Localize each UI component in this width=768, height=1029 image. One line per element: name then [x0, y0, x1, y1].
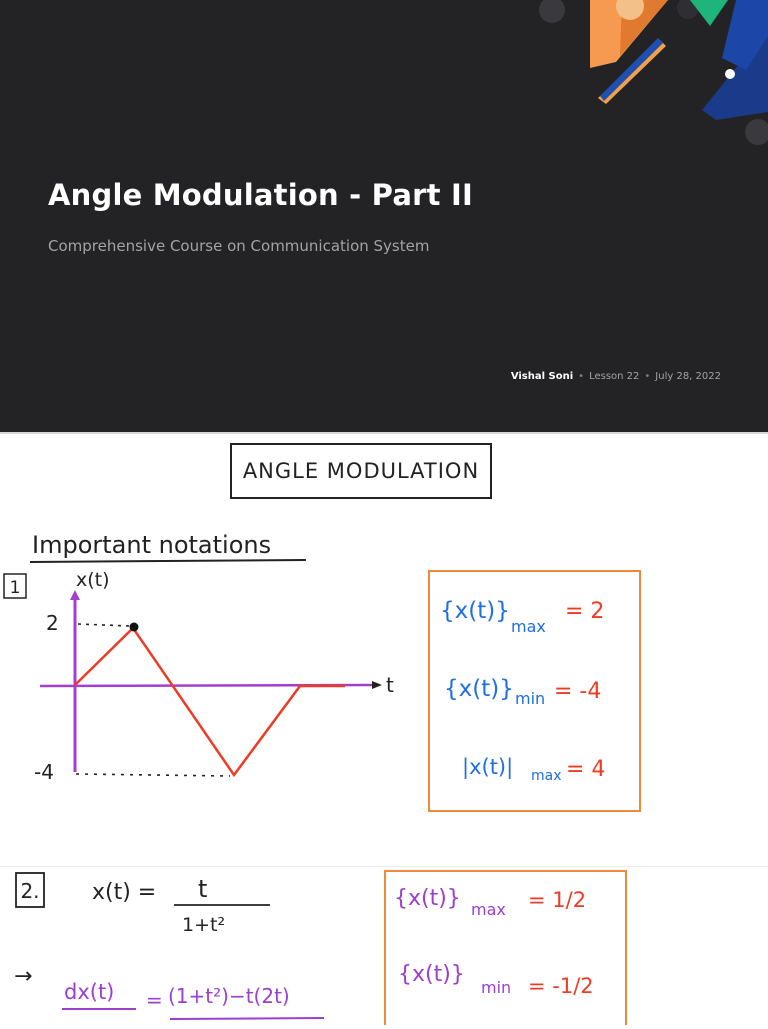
- notes-page-2: [0, 866, 768, 1025]
- peak-point: [130, 623, 139, 632]
- result-abs-value: = 4: [566, 757, 606, 782]
- result2-max-value: = 1/2: [528, 888, 587, 912]
- slide-meta: [511, 371, 721, 382]
- graph-x-label: t: [386, 673, 394, 697]
- tick-bottom-dotted: [76, 774, 230, 776]
- derivative-rhs: (1+t²)−t(2t): [168, 984, 290, 1008]
- result2-max-sub: max: [471, 900, 506, 919]
- graph-y-label: x(t): [76, 569, 110, 591]
- derivative-lhs: dx(t): [64, 980, 115, 1004]
- result2-min-sub: min: [481, 978, 512, 997]
- author-name: Vishal Soni: [510, 371, 574, 382]
- slide-title: Angle Modulation - Part II: [48, 178, 473, 212]
- notes-heading: ANGLE MODULATION: [242, 459, 480, 483]
- derivative-rhs-bar: [170, 1018, 324, 1019]
- signal-waveform: [75, 628, 345, 775]
- lesson-date: July 28, 2022: [655, 371, 721, 382]
- title-slide: [0, 0, 768, 432]
- notes-page-1: [0, 434, 768, 866]
- meta-separator: •: [578, 371, 585, 382]
- derivative-equals: =: [146, 988, 163, 1012]
- result-max-sub: max: [511, 617, 546, 636]
- meta-separator: •: [644, 371, 651, 382]
- result-min-sub: min: [515, 689, 546, 708]
- result-abs-sub: max: [531, 768, 562, 784]
- equation-lhs: x(t) =: [92, 880, 157, 905]
- y-axis-arrowhead: [70, 590, 80, 600]
- x-axis-arrowhead: [372, 681, 382, 689]
- result2-min-value: = -1/2: [528, 974, 594, 998]
- tick-top-dotted: [78, 624, 130, 626]
- result2-min-expr: {x(t)}: [398, 962, 465, 987]
- slide-subtitle: Comprehensive Course on Communication System: [48, 237, 430, 255]
- result-min-value: = -4: [554, 679, 602, 704]
- tick-bottom-label: -4: [34, 760, 54, 784]
- result2-max-expr: {x(t)}: [394, 886, 461, 911]
- result-min-expr: {x(t)}: [444, 676, 514, 702]
- section-heading: Important notations: [32, 531, 272, 559]
- item-number: 2.: [20, 879, 40, 903]
- lesson-number: Lesson 22: [589, 371, 640, 382]
- result-max-expr: {x(t)}: [440, 598, 510, 624]
- equation-numerator: t: [198, 875, 208, 903]
- arrow-icon: →: [14, 964, 33, 989]
- tick-top-label: 2: [46, 611, 59, 635]
- decorative-pens-illustration: [520, 0, 768, 160]
- result-abs-expr: |x(t)|: [462, 755, 514, 779]
- equation-denominator: 1+t²: [182, 914, 226, 936]
- section-underline: [30, 560, 306, 562]
- result-max-value: = 2: [565, 599, 605, 624]
- item-number: 1: [9, 578, 21, 598]
